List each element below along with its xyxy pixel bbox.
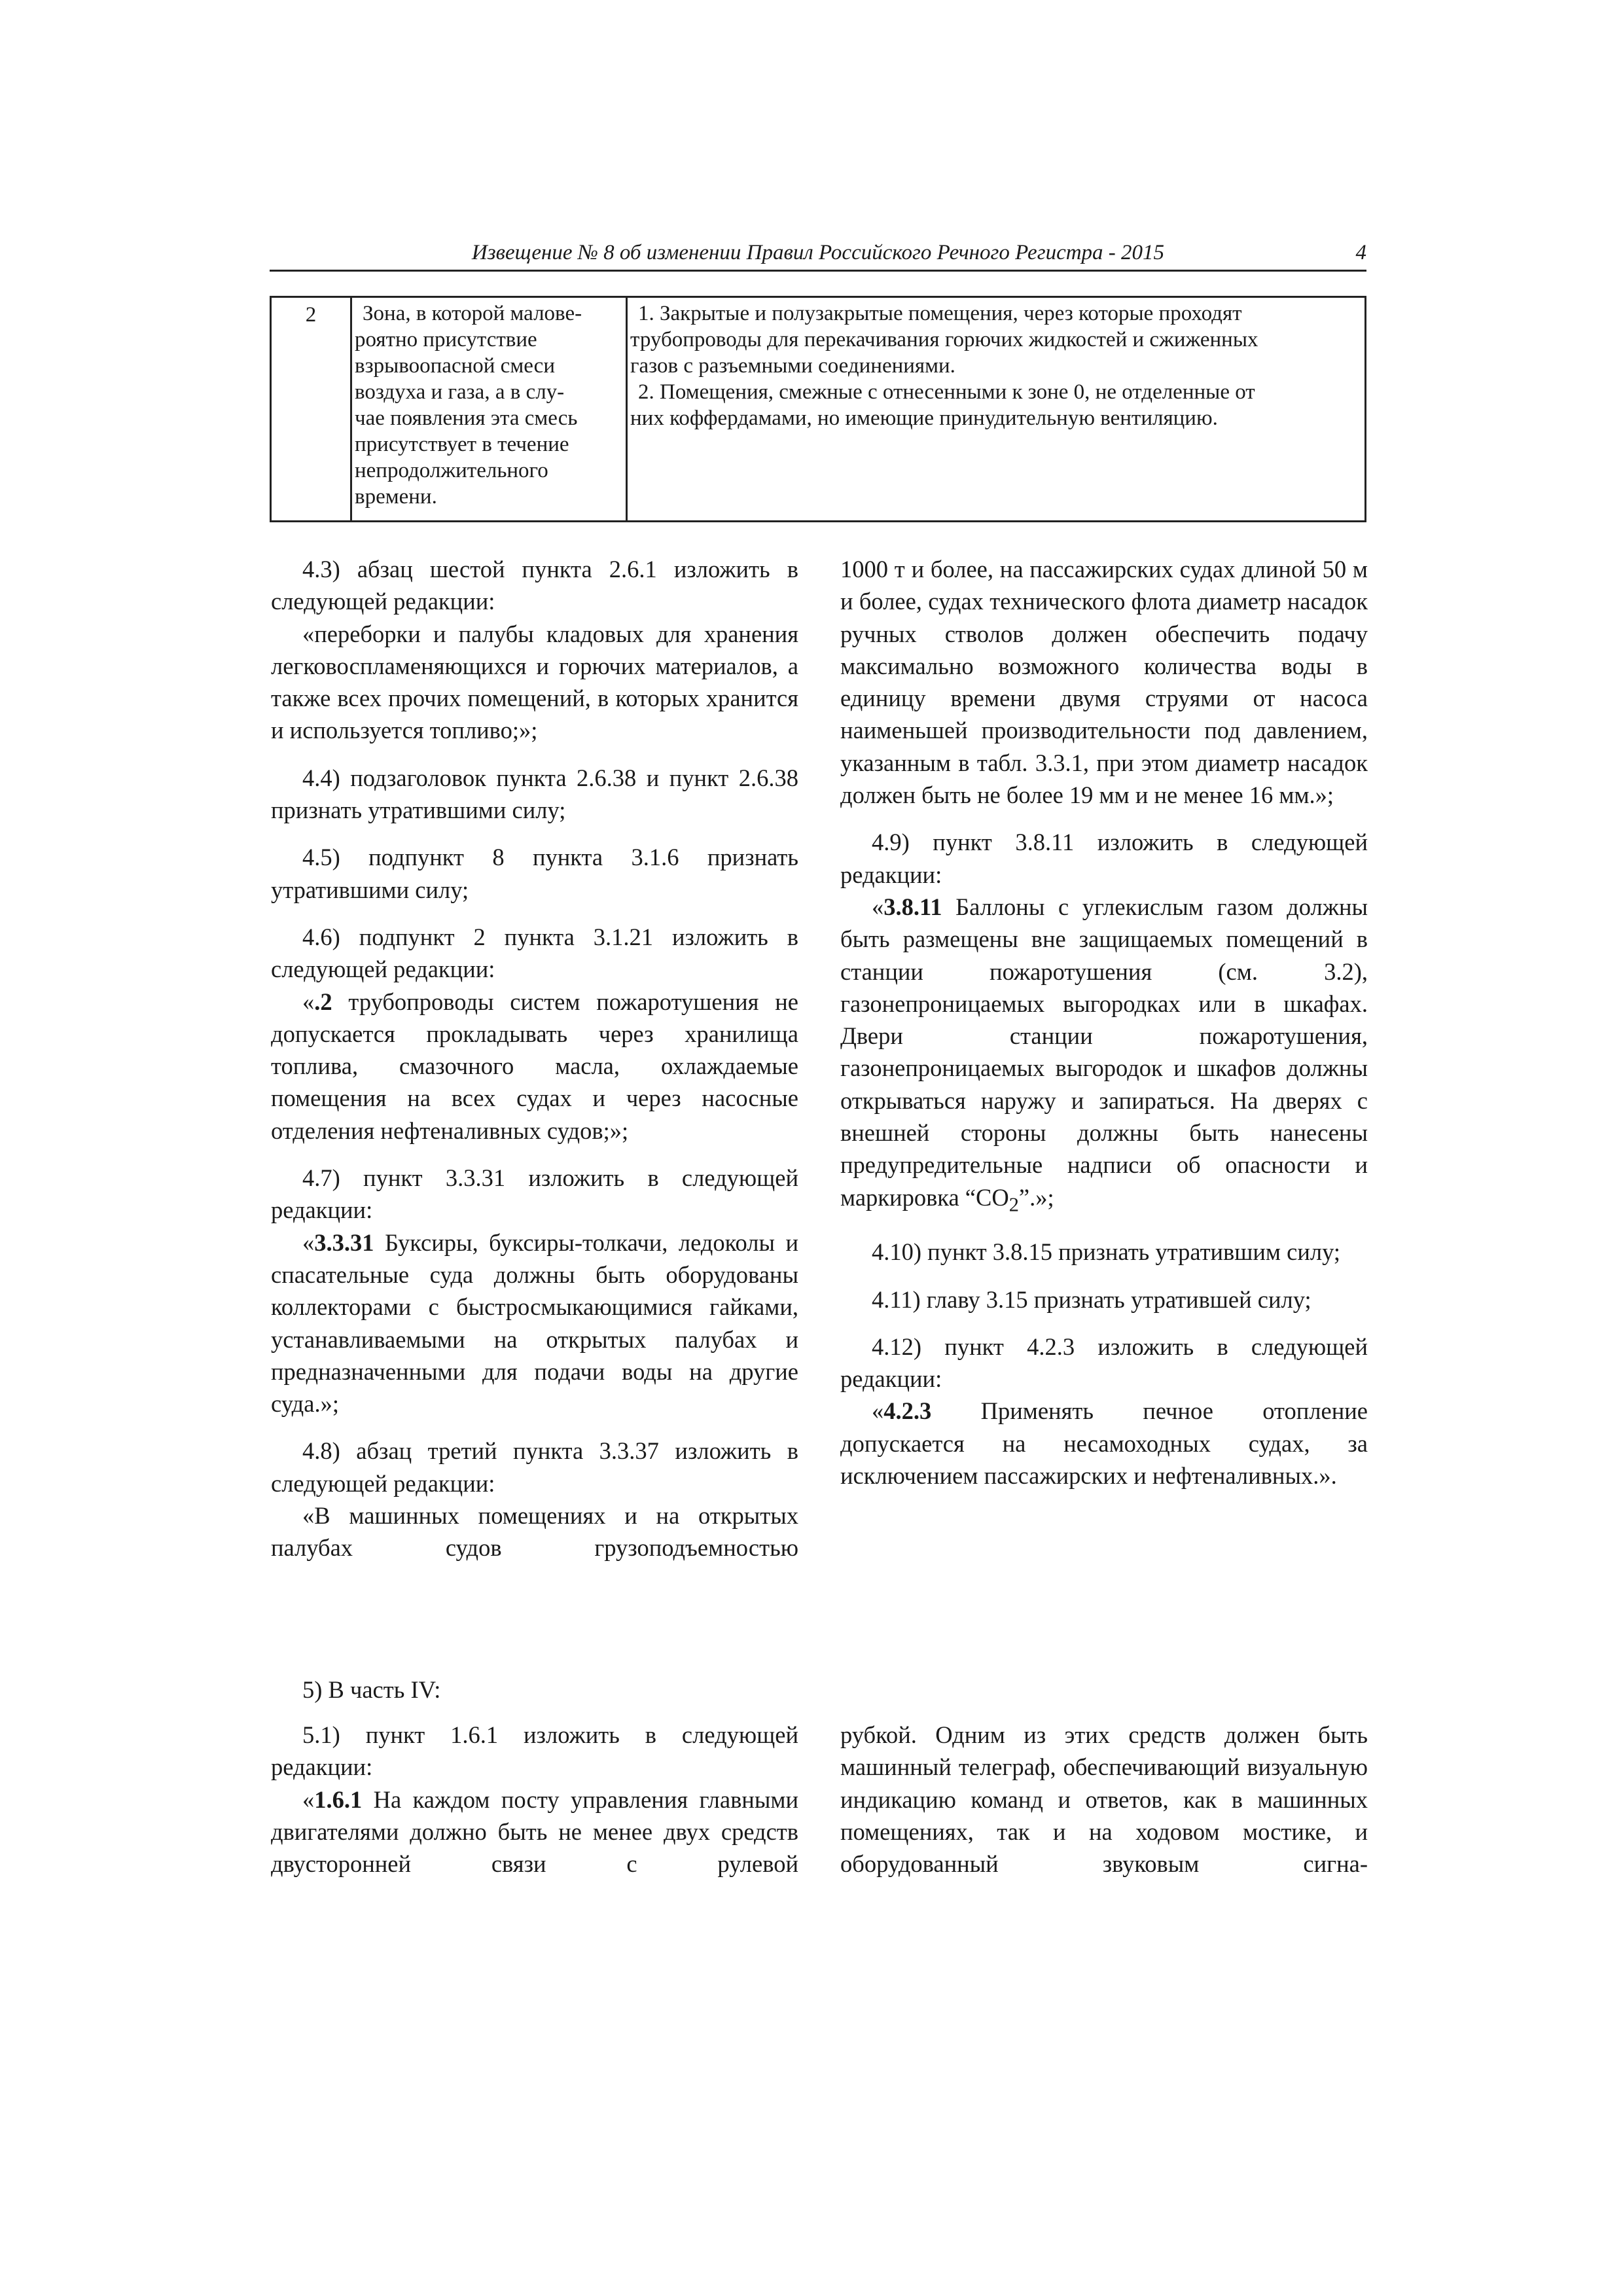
page-header	[270, 240, 1366, 272]
quote-mark: «	[302, 1785, 315, 1813]
zone-line: роятно присутствие	[355, 328, 537, 351]
p47-intro: 4.7) пункт 3.3.31 изложить в следующей редакции:	[271, 1164, 798, 1224]
spaces-line: газов с разъемными соединениями.	[630, 354, 955, 378]
spaces-line: трубопроводы для перекачивания горючих жидкостей и сжиженных	[630, 328, 1258, 351]
p49-text	[840, 891, 1368, 1221]
spaces-line: 2. Помещения, смежные с отнесенными к зоне 0, не отделенные от	[638, 380, 1255, 404]
left-column-part5	[271, 1719, 798, 1880]
p46-body: трубопроводы систем пожаротушения не допускается прокладывать через хранилища топлива, смазочного масла, охлаждаемые помещения на всех судах и через насосные отделения нефтеналивных судов;»;	[271, 988, 798, 1144]
p43-intro: 4.3) абзац шестой пункта 2.6.1 изложить в следующей редакции:	[271, 556, 798, 615]
p411: 4.11) главу 3.15 признать утратившей силу;	[872, 1285, 1311, 1313]
header-title: Извещение № 8 об изменении Правил Российского Речного Регистра - 2015	[471, 241, 1165, 264]
p51-continuation: рубкой. Одним из этих средств должен быть машинный телеграф, обеспечивающий визуальную индикацию команд и ответов, как в машинных помещениях, так и на ходовом мостике, и оборудованный звуковым сигна-	[840, 1721, 1368, 1878]
p46-text	[271, 986, 798, 1147]
p45: 4.5) подпункт 8 пункта 3.1.6 признать утратившими силу;	[271, 844, 798, 903]
p47-body: Буксиры, буксиры-толкачи, ледоколы и спасательные суда должны быть оборудованы коллекторами с быстросмыкающимися гайками, устанавливаемыми на открытых палубах и предназначенными для подачи воды на другие суда.»;	[271, 1229, 798, 1418]
p43-text: «переборки и палубы кладовых для хранения легковоспламеняющихся и горючих материалов, а также всех прочих помещений, в которых хранится и используется топливо;»;	[271, 620, 798, 744]
p412-text	[840, 1395, 1368, 1492]
subscript: 2	[1008, 1193, 1019, 1215]
quote-mark: «	[302, 988, 315, 1015]
zone-line: воздуха и газа, а в слу-	[355, 380, 565, 404]
item-number: 3.3.31	[314, 1229, 374, 1256]
part5-heading: 5) В часть IV:	[302, 1676, 441, 1703]
p51-body: На каждом посту управления главными двигателями должно быть не менее двух средств двусторонней связи с рулевой	[271, 1785, 798, 1878]
zone-table	[270, 296, 1366, 522]
p46-intro: 4.6) подпункт 2 пункта 3.1.21 изложить в следующей редакции:	[271, 923, 798, 983]
right-column	[840, 553, 1368, 1492]
zone-line: Зона, в которой малове-	[363, 302, 582, 325]
quote-mark: «	[872, 1397, 884, 1425]
p44: 4.4) подзаголовок пункта 2.6.38 и пункт 2.6.38 признать утратившими силу;	[271, 764, 798, 824]
p412-body: Применять печное отопление допускается на несамоходных судах, за исключением пассажирских и нефтеналивных.».	[840, 1397, 1368, 1490]
zone-spaces-cell	[627, 297, 1366, 522]
spaces-line: 1. Закрытые и полузакрытые помещения, через которые проходят	[638, 302, 1242, 325]
left-column	[271, 553, 798, 1564]
p49-end: ”.»;	[1018, 1183, 1054, 1211]
p48-text: «В машинных помещениях и на открытых палубах судов грузоподъемностью	[271, 1502, 798, 1562]
right-column-part5	[840, 1719, 1368, 1880]
zone-line: чае появления эта смесь	[355, 406, 578, 430]
spaces-line: них коффердамами, но имеющие принудительную вентиляцию.	[630, 406, 1218, 430]
zone-line: взрывоопасной смеси	[355, 354, 555, 378]
p51-intro: 5.1) пункт 1.6.1 изложить в следующей редакции:	[271, 1721, 798, 1781]
table-row	[271, 297, 1366, 522]
quote-mark: «	[872, 893, 884, 920]
zone-line: времени.	[355, 485, 437, 509]
p48-continuation: 1000 т и более, на пассажирских судах длиной 50 м и более, судах технического флота диаметр насадок ручных стволов должен обеспечить подачу максимально возможного количества воды в единицу времени двумя струями от насоса наименьшей производительности под давлением, указанным в табл. 3.3.1, при этом диаметр насадок должен быть не более 19 мм и не менее 16 мм.»;	[840, 556, 1368, 809]
p47-text	[271, 1227, 798, 1420]
p412-intro: 4.12) пункт 4.2.3 изложить в следующей редакции:	[840, 1333, 1368, 1393]
zone-line: непродолжительного	[355, 459, 548, 482]
item-number: 1.6.1	[314, 1785, 363, 1813]
p49-intro: 4.9) пункт 3.8.11 изложить в следующей редакции:	[840, 829, 1368, 888]
p410: 4.10) пункт 3.8.15 признать утратившим силу;	[872, 1238, 1341, 1266]
zone-line: присутствует в течение	[355, 433, 569, 456]
p51-text	[271, 1784, 798, 1880]
zone-description-cell	[351, 297, 627, 522]
item-number: 4.2.3	[883, 1397, 932, 1425]
quote-mark: «	[302, 1229, 315, 1256]
item-number: .2	[314, 988, 332, 1015]
item-number: 3.8.11	[883, 893, 942, 920]
p49-body: Баллоны с углекислым газом должны быть размещены вне защищаемых помещений в станции пожаротушения (см. 3.2), газонепроницаемых выгородках или в шкафах. Двери станции пожаротушения, газонепроницаемых выгородок и шкафов должны открываться наружу и запираться. На дверях с внешней стороны должны быть нанесены предупредительные надписи об опасности и маркировка “CO	[840, 893, 1368, 1211]
page-number: 4	[1355, 241, 1366, 264]
zone-number-cell: 2	[271, 297, 351, 522]
p48-intro: 4.8) абзац третий пункта 3.3.37 изложить в следующей редакции:	[271, 1437, 798, 1497]
